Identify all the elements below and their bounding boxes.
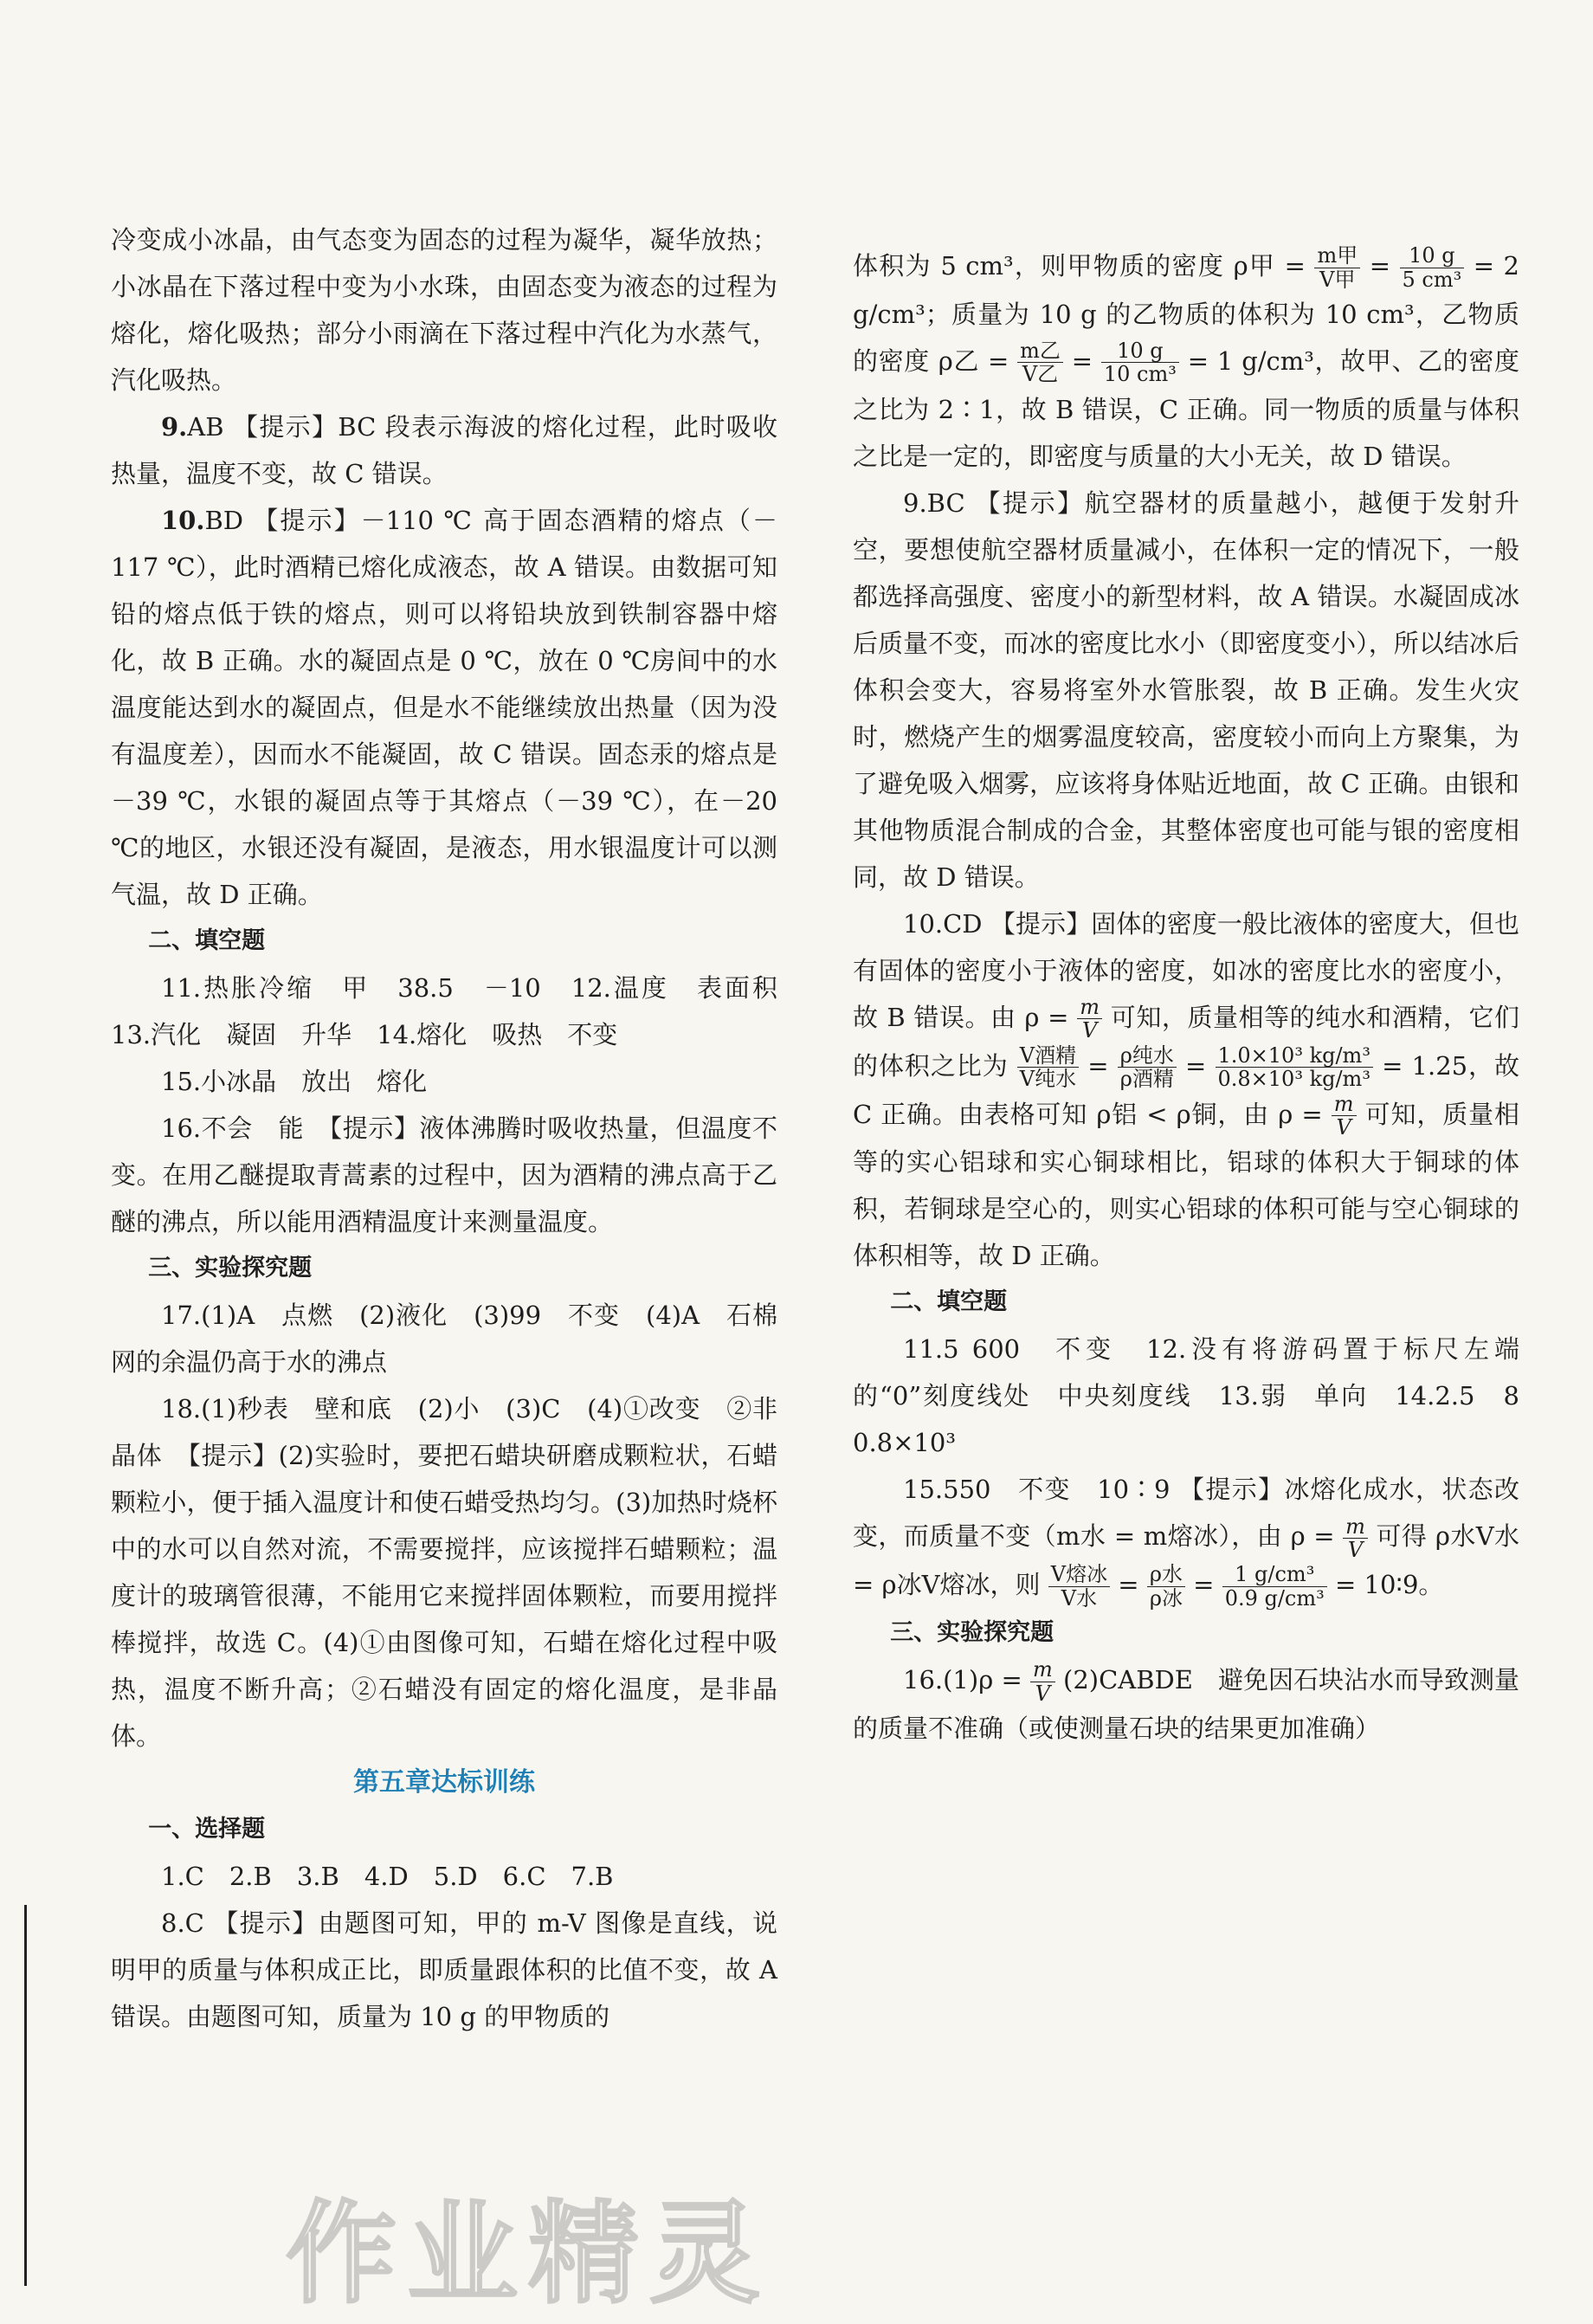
numerator: 10 g <box>1400 244 1465 268</box>
numerator: V酒精 <box>1017 1044 1079 1068</box>
answer-11-14: 11.热胀冷缩 甲 38.5 －10 12.温度 表面积 13.汽化 凝固 升华 14.熔化 吸热 不变 <box>111 973 803 1049</box>
fraction <box>1030 1658 1055 1705</box>
chapter-title: 第五章达标训练 <box>353 1767 535 1798</box>
answer-16: 16.不会 能 【提示】液体沸腾时吸收热量，但温度不变。在用乙醚提取青蒿素的过程中，因为酒精的沸点高于乙醚的沸点，所以能用酒精温度计来测量温度。 <box>111 1114 777 1236</box>
text: 体积为 5 cm³，则甲物质的密度 ρ甲 = <box>853 251 1306 281</box>
left-column <box>111 216 803 2040</box>
denominator: V乙 <box>1022 362 1059 387</box>
text: 16.(1)ρ = <box>903 1665 1022 1695</box>
fraction <box>1048 1563 1110 1610</box>
fraction <box>1332 1093 1357 1139</box>
fraction <box>1216 1044 1373 1091</box>
text: = 1.25，故 C 正确。由表格可知 ρ铝 < ρ铜，由 ρ = <box>853 1050 1519 1129</box>
fraction <box>1077 996 1102 1043</box>
answer-10-right: 10.CD 【提示】固体的密度一般比液体的密度大，但也有固体的密度小于液体的密度，如冰的密度比水的密度小，故 B 错误。由 ρ = $\frac{m}{V}$ 可知，质量相等的纯水和酒精，它们的体积之比为 $\frac{\text{V酒精}}{\text{V纯水}}$ = $\frac{\text{ρ纯水}}{\text{ρ酒精}}$ = $\frac{\text{1.0×10³ kg/m³}}{\text{0.8×10³ kg/m³}}$ = 1.25，故 C 正确。由表格可知 ρ铝 < ρ铜，由 ρ = $\frac{m}{V}$ 可知，质量相等的实心铝球和实心铜球相比，铝球的体积大于铜球的体积，若铜球是空心的，则实心铝球的体积可能与空心铜球的体积相等，故 D 正确。 <box>853 908 1520 1271</box>
numerator: m <box>1077 996 1102 1019</box>
section-heading-experiment: 三、实验探究题 <box>148 1255 313 1281</box>
numerator: m <box>1030 1658 1055 1682</box>
answer-8: 8.C 【提示】由题图可知，甲的 m-V 图像是直线，说明甲的质量与体积成正比，即质量跟体积的比值不变，故 A 错误。由题图可知，质量为 10 g 的甲物质的 <box>111 1908 777 2031</box>
answer-15: 15.小冰晶 放出 熔化 <box>161 1067 428 1096</box>
numerator: 10 g <box>1101 339 1179 363</box>
text: 可知，质量相等的实心铝球和实心铜球相比，铝球的体积大于铜球的体积，若铜球是空心的，则实心铝球的体积可能与空心铜球的体积相等，故 D 正确。 <box>853 1099 1519 1271</box>
fraction <box>1314 244 1360 291</box>
numerator: m <box>1343 1515 1368 1539</box>
answer-number: 9. <box>161 412 188 442</box>
fraction <box>1101 339 1179 386</box>
page-edge-line <box>24 1905 27 2286</box>
section-heading-experiment-right: 三、实验探究题 <box>890 1619 1054 1647</box>
text: 2 g/cm³；质量为 10 g 的乙物质的体积为 10 cm³，乙物质的密度 ρ乙 = <box>853 251 1519 376</box>
denominator: V <box>1347 1537 1364 1562</box>
answer-1-7: 1.C 2.B 3.B 4.D 5.D 6.C 7.B <box>161 1862 614 1891</box>
paragraph-continued: 冷变成小冰晶，由气态变为固态的过程为凝华，凝华放热；小冰晶在下落过程中变为小水珠，由固态变为液态的过程为熔化，熔化吸热；部分小雨滴在下落过程中汽化为水蒸气，汽化吸热。 <box>111 225 777 395</box>
text: (2)CABDE 避免因石块沾水而导致测量的质量不准确（或使测量石块的结果更加准确） <box>853 1665 1520 1744</box>
answer-number: 10. <box>161 506 205 535</box>
numerator: m甲 <box>1314 244 1360 268</box>
fraction <box>1118 1044 1177 1091</box>
denominator: V <box>1035 1681 1051 1706</box>
numerator: 1 g/cm³ <box>1222 1563 1327 1586</box>
text: 可得 ρ水V水 = ρ冰V熔冰，则 <box>853 1521 1520 1600</box>
answer-17: 17.(1)A 点燃 (2)液化 (3)99 不变 (4)A 石棉网的余温仍高于水的沸点 <box>111 1301 777 1377</box>
answer-11-14-right: 11.5 600 不变 12.没有将游码置于标尺左端的“0”刻度线处 中央刻度线 13.弱 单向 14.2.5 8 0.8×10³ <box>853 1334 1545 1458</box>
denominator: 0.8×10³ kg/m³ <box>1217 1067 1370 1092</box>
section-heading-fill-right: 二、填空题 <box>890 1288 1008 1316</box>
answer-16-right <box>853 1656 1519 1752</box>
denominator: ρ冰 <box>1149 1585 1183 1611</box>
text: 15.550 不变 10∶9 【提示】冰熔化成水，状态改变，而质量不变（m水 = m熔冰），由 ρ = <box>853 1475 1519 1552</box>
text: 10.CD 【提示】固体的密度一般比液体的密度大，但也有固体的密度小于液体的密度，如冰的密度比水的密度小，故 B 错误。由 ρ = <box>853 908 1519 1032</box>
denominator: V <box>1081 1018 1098 1043</box>
answer-10 <box>111 497 777 918</box>
denominator: V <box>1336 1115 1351 1140</box>
watermark: 作业精灵 <box>286 2190 771 2319</box>
answer-text: AB 【提示】BC 段表示海波的熔化过程，此时吸收热量，温度不变，故 C 错误。 <box>111 412 777 488</box>
section-heading-choice: 一、选择题 <box>148 1816 266 1843</box>
text: = 1 g/cm³，故甲、乙的密度之比为 2∶1，故 B 错误，C 正确。同一物质的质量与体积之比是一定的，即密度与质量的大小无关，故 D 错误。 <box>853 345 1519 471</box>
numerator: ρ水 <box>1147 1563 1185 1586</box>
numerator: ρ纯水 <box>1118 1044 1177 1068</box>
fraction <box>1017 1044 1079 1091</box>
answer-18: 18.(1)秒表 壁和底 (2)小 (3)C (4)①改变 ②非晶体 【提示】(2)实验时，要把石蜡块研磨成颗粒状，石蜡颗粒小，便于插入温度计和使石蜡受热均匀。(3)加热时烧杯中的水可以自然对流，不需要搅拌，应该搅拌石蜡颗粒；温度计的玻璃管很薄，不能用它来搅拌固体颗粒，而要用搅拌棒搅拌，故选 C。(4)①由图像可知，石蜡在熔化过程中吸热，温度不断升高；②石蜡没有固定的熔化温度，是非晶体。 <box>111 1394 777 1751</box>
section-heading-fill: 二、填空题 <box>148 927 266 954</box>
text: = 10∶9。 <box>1334 1570 1444 1600</box>
fraction <box>1343 1515 1368 1562</box>
right-column <box>853 242 1545 1752</box>
fraction <box>1017 339 1063 386</box>
denominator: V甲 <box>1319 267 1356 292</box>
fraction <box>1147 1563 1185 1610</box>
fraction <box>1222 1563 1327 1610</box>
answer-9-right: 9.BC 【提示】航空器材的质量越小，越便于发射升空，要想使航空器材质量减小，在体积一定的情况下，一般都选择高强度、密度小的新型材料，故 A 错误。水凝固成冰后质量不变，而冰的密度比水小（即密度变小），所以结冰后体积会变大，容易将室外水管胀裂，故 B 正确。发生火灾时，燃烧产生的烟雾温度较高，密度较小而向上方聚集，为了避免吸入烟雾，应该将身体贴近地面，故 C 正确。由银和其他物质混合制成的合金，其整体密度也可能与银的密度相同，故 D 错误。 <box>853 487 1519 892</box>
numerator: V熔冰 <box>1048 1563 1110 1586</box>
numerator: 1.0×10³ kg/m³ <box>1216 1044 1373 1068</box>
denominator: 5 cm³ <box>1402 267 1462 292</box>
denominator: V纯水 <box>1019 1067 1077 1092</box>
denominator: V水 <box>1061 1585 1098 1611</box>
answer-15-right: 15.550 不变 10∶9 【提示】冰熔化成水，状态改变，而质量不变（m水 = m熔冰），由 ρ = $\frac{m}{V}$ 可得 ρ水V水 = ρ冰V熔冰，则 $\frac{\text{V熔冰}}{\text{V水}}$ = $\frac{\text{ρ水}}{\text{ρ冰}}$ = $\frac{\text{1 g/cm³}}{\text{0.9 g/cm³}}$ = 10∶9。 <box>853 1475 1520 1611</box>
fraction <box>1400 244 1465 291</box>
numerator: m <box>1332 1093 1357 1116</box>
answer-8-continued: 体积为 5 cm³，则甲物质的密度 ρ甲 = $\frac{\text{m甲}}{\text{V甲}}$ = $\frac{10 g}{\text{5 cm³}}$ = 2 g/cm³；质量为 10 g 的乙物质的体积为 10 cm³，乙物质的密度 ρ乙 = $\frac{\text{m乙}}{\text{V乙}}$ = $\frac{10 g}{\text{10 cm³}}$ = 1 g/cm³，故甲、乙的密度之比为 2∶1，故 B 错误，C 正确。同一物质的质量与体积之比是一定的，即密度与质量的大小无关，故 D 错误。 <box>853 243 1519 471</box>
text: 可知，质量相等的纯水和酒精，它们的体积之比为 <box>853 1002 1520 1081</box>
denominator: 10 cm³ <box>1103 362 1177 387</box>
answer-9 <box>111 403 777 497</box>
answer-text: BD 【提示】－110 ℃ 高于固态酒精的熔点（－117 ℃），此时酒精已熔化成液态，故 A 错误。由数据可知铅的熔点低于铁的熔点，则可以将铅块放到铁制容器中熔化，故 B 正确。水的凝固点是 0 ℃，放在 0 ℃房间中的水温度能达到水的凝固点，但是水不能继续放出热量（因为没有温度差），因而水不能凝固，故 C 错误。固态汞的熔点是－39 ℃，水银的凝固点等于其熔点（－39 ℃），在－20 ℃的地区，水银还没有凝固，是液态，用水银温度计可以测气温，故 D 正确。 <box>111 506 777 909</box>
numerator: m乙 <box>1017 339 1063 363</box>
denominator: 0.9 g/cm³ <box>1224 1585 1325 1611</box>
denominator: ρ酒精 <box>1119 1067 1174 1092</box>
